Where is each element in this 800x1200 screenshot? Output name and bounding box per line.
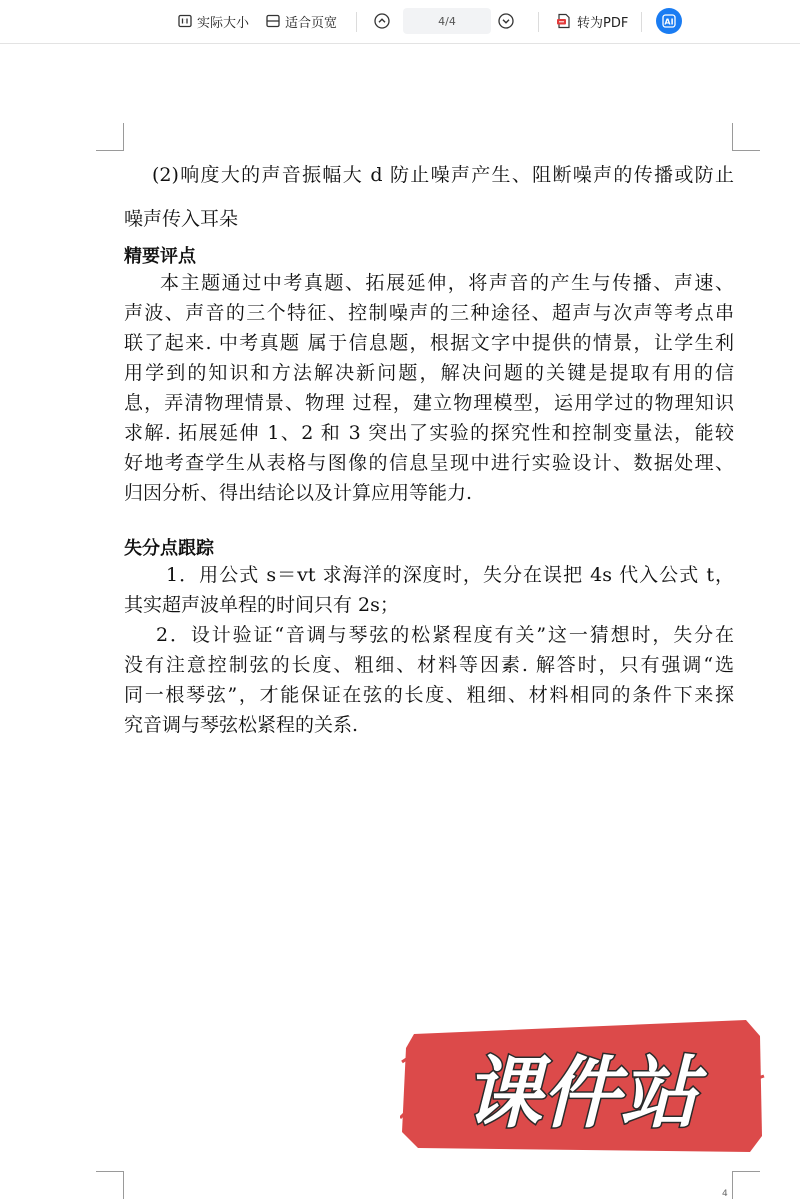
- text-line: 用学到的知识和方法解决新问题，解决问题的关键是提取有用的信: [124, 362, 734, 384]
- toolbar-divider: [538, 12, 539, 32]
- previous-page-button[interactable]: [374, 10, 390, 32]
- text-line: 同一根琴弦”，才能保证在弦的长度、粗细、材料相同的条件下来探: [124, 684, 734, 706]
- text-line: 本主题通过中考真题、拓展延伸，将声音的产生与传播、声速、: [160, 272, 734, 294]
- text-line: 好地考查学生从表格与图像的信息呈现中进行实验设计、数据处理、: [124, 452, 734, 474]
- actual-size-label: 实际大小: [197, 15, 250, 31]
- next-page-button[interactable]: [498, 10, 514, 32]
- ai-assistant-icon: [661, 13, 677, 29]
- chevron-down-icon: [498, 13, 514, 29]
- text-line: 声波、声音的三个特征、控制噪声的三种途径、超声与次声等考点串: [124, 302, 734, 324]
- chevron-up-icon: [374, 13, 390, 29]
- text-line: 噪声传入耳朵: [124, 208, 239, 230]
- viewer-toolbar: [0, 0, 800, 44]
- text-line: 息，弄清物理情景、物理 过程，建立物理模型，运用学过的物理知识: [124, 392, 734, 414]
- watermark-logo: [400, 1018, 766, 1154]
- text-line: 其实超声波单程的时间只有 2s；: [124, 594, 399, 616]
- actual-size-button[interactable]: [178, 10, 249, 32]
- text-line: 归因分析、得出结论以及计算应用等能力.: [124, 482, 473, 504]
- crop-mark: [96, 1171, 124, 1199]
- fit-width-button[interactable]: [266, 10, 337, 32]
- text-line: 2．设计验证“音调与琴弦的松紧程度有关”这一猜想时，失分在: [156, 624, 734, 646]
- ai-assistant-button[interactable]: [656, 8, 682, 34]
- text-line: (2)响度大的声音振幅大 d 防止噪声产生、阻断噪声的传播或防止: [152, 164, 734, 186]
- text-line: 没有注意控制弦的长度、粗细、材料等因素. 解答时，只有强调“选: [124, 654, 734, 676]
- pdf-convert-icon: [556, 13, 572, 29]
- svg-text:课件站: 课件站: [463, 1049, 699, 1139]
- text-line: 求解. 拓展延伸 1、2 和 3 突出了实验的探究性和控制变量法，能较: [124, 422, 734, 444]
- actual-size-icon: [178, 14, 192, 28]
- svg-text:AI: AI: [664, 17, 674, 27]
- section-heading: 失分点跟踪: [124, 538, 214, 559]
- toolbar-divider: [356, 12, 357, 32]
- crop-mark: [732, 123, 760, 151]
- convert-to-pdf-button[interactable]: [556, 10, 628, 32]
- fit-width-label: 适合页宽: [285, 15, 338, 31]
- crop-mark: [96, 123, 124, 151]
- toolbar-divider: [641, 12, 642, 32]
- text-line: 究音调与琴弦松紧程的关系.: [124, 714, 359, 736]
- crop-mark: [732, 1171, 760, 1199]
- text-line: 1．用公式 s＝vt 求海洋的深度时，失分在误把 4s 代入公式 t，: [166, 564, 734, 586]
- convert-to-pdf-label: 转为PDF: [577, 15, 629, 31]
- page-number: 4: [722, 1189, 728, 1199]
- fit-width-icon: [266, 14, 280, 28]
- section-heading: 精要评点: [124, 246, 196, 267]
- page-number-field[interactable]: [403, 8, 491, 34]
- text-line: 联了起来. 中考真题 属于信息题，根据文字中提供的情景，让学生利: [124, 332, 734, 354]
